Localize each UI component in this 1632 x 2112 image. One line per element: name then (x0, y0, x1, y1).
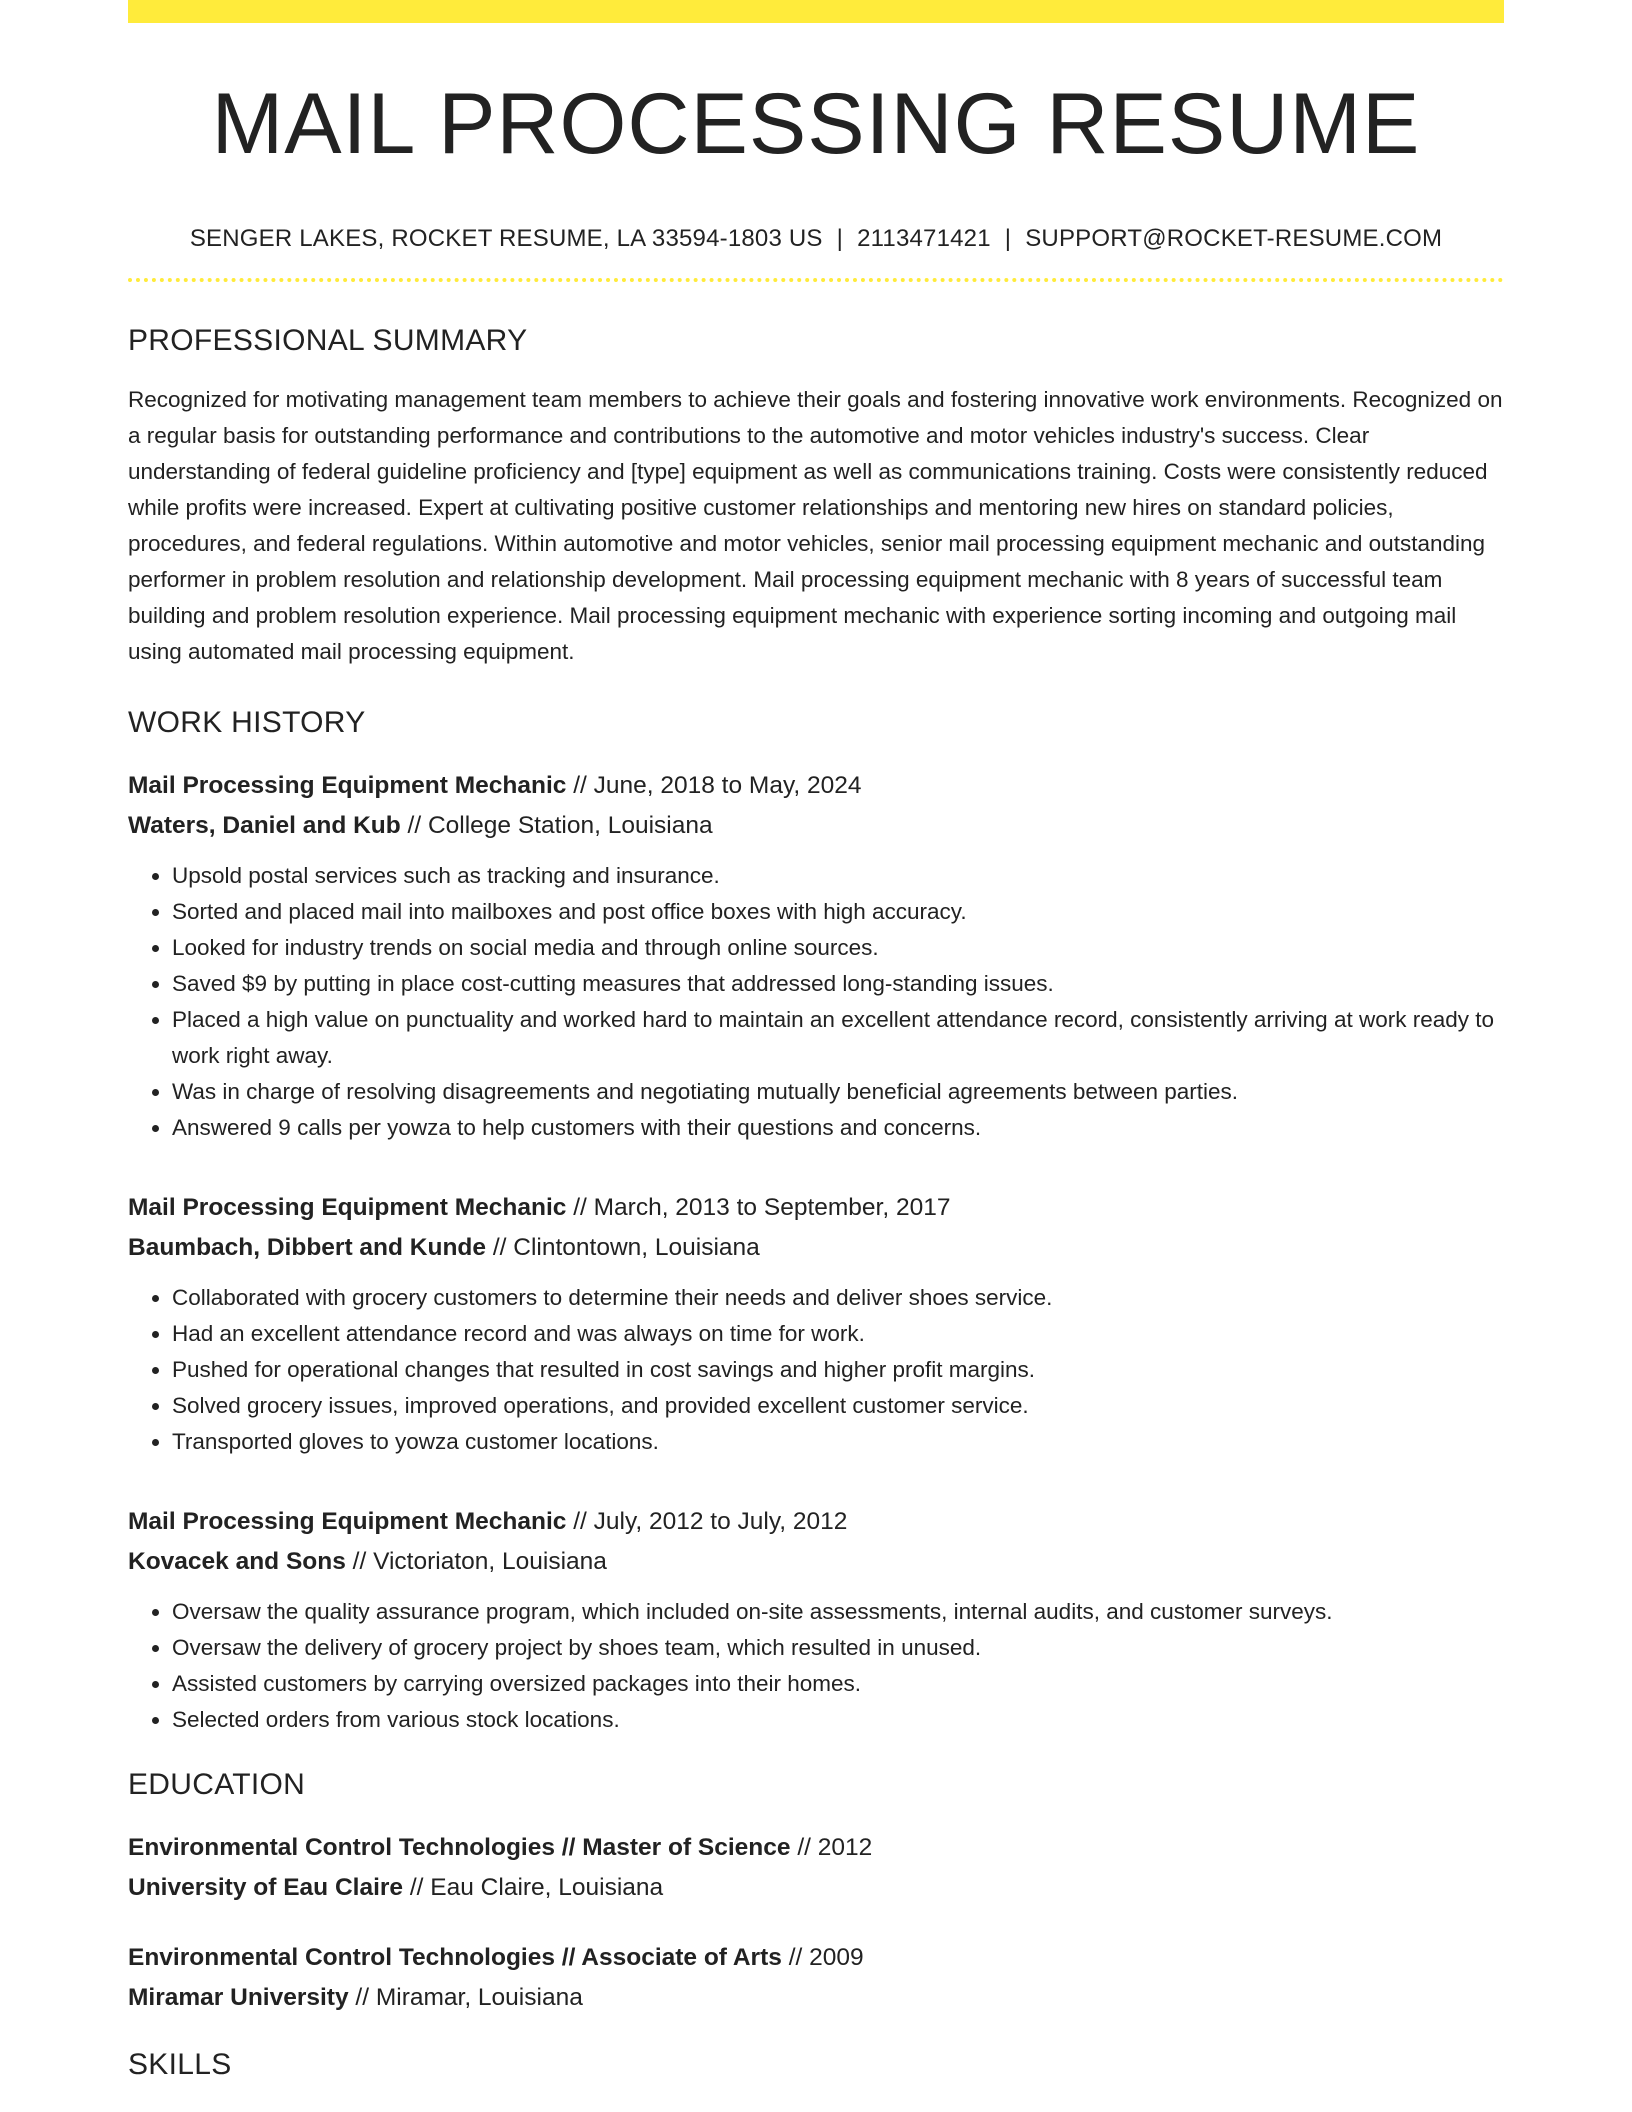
job-dates: // July, 2012 to July, 2012 (573, 1508, 848, 1535)
contact-address: SENGER LAKES, ROCKET RESUME, LA 33594-1803 US (189, 225, 823, 252)
job-location: // Victoriaton, Louisiana (352, 1548, 607, 1575)
job-entry (128, 1502, 1504, 1738)
accent-top-bar (128, 0, 1504, 23)
education-entry (128, 1828, 1504, 1908)
job-bullet: • Pushed for operational changes that resulted in cost savings and higher profit margins. (172, 1352, 1504, 1388)
job-bullet: • Oversaw the quality assurance program, which included on-site assessments, internal audits, and customer surveys. (172, 1594, 1504, 1630)
job-company-line (128, 1542, 1504, 1582)
job-bullet: • Solved grocery issues, improved operations, and provided excellent customer service. (172, 1388, 1504, 1424)
education-location: // Miramar, Louisiana (355, 1984, 583, 2011)
job-bullet: • Transported gloves to yowza customer locations. (172, 1424, 1504, 1460)
job-bullet: • Placed a high value on punctuality and worked hard to maintain an excellent attendance record, consistently arriving at work ready to work right away. (172, 1002, 1504, 1074)
contact-email: SUPPORT@ROCKET-RESUME.COM (1025, 225, 1443, 252)
education-school-line (128, 1868, 1504, 1908)
job-title: Mail Processing Equipment Mechanic (128, 1508, 567, 1535)
job-bullet: • Assisted customers by carrying oversized packages into their homes. (172, 1666, 1504, 1702)
education-degree-line (128, 1938, 1504, 1978)
job-bullet: • Saved $9 by putting in place cost-cutting measures that addressed long-standing issues. (172, 966, 1504, 1002)
education-school: University of Eau Claire (128, 1874, 404, 1901)
job-bullet: • Was in charge of resolving disagreements and negotiating mutually beneficial agreements between parties. (172, 1074, 1504, 1110)
job-bullet-list (128, 1594, 1504, 1738)
dotted-divider (128, 278, 1504, 282)
contact-separator: | (836, 225, 844, 252)
work-history-heading: WORK HISTORY (128, 706, 366, 739)
job-location: // Clintontown, Louisiana (492, 1234, 760, 1261)
job-bullet: • Selected orders from various stock locations. (172, 1702, 1504, 1738)
contact-phone: 2113471421 (857, 225, 991, 252)
job-bullet: • Sorted and placed mail into mailboxes and post office boxes with high accuracy. (172, 894, 1504, 930)
job-entry (128, 1188, 1504, 1460)
job-title-line (128, 1502, 1504, 1542)
job-bullet-list (128, 858, 1504, 1146)
job-title: Mail Processing Equipment Mechanic (128, 1194, 567, 1221)
contact-separator: | (1004, 225, 1012, 252)
job-bullet-list (128, 1280, 1504, 1460)
education-degree-line (128, 1828, 1504, 1868)
job-bullet: • Answered 9 calls per yowza to help customers with their questions and concerns. (172, 1110, 1504, 1146)
job-bullet: • Oversaw the delivery of grocery project by shoes team, which resulted in unused. (172, 1630, 1504, 1666)
summary-text: Recognized for motivating management team members to achieve their goals and fostering innovative work environments. Recognized on a regular basis for outstanding performance and contributions to the automotive and motor vehicles industry's success. Clear understanding of federal guideline proficiency and [type] equipment as well as communications training. Costs were consistently reduced while profits were increased. Expert at cultivating positive customer relationships and mentoring new hires on standard policies, procedures, and federal regulations. Within automotive and motor vehicles, senior mail processing equipment mechanic and outstanding performer in problem resolution and relationship development. Mail processing equipment mechanic with 8 years of successful team building and problem resolution experience. Mail processing equipment mechanic with experience sorting incoming and outgoing mail using automated mail processing equipment. (128, 387, 1503, 664)
summary-heading: PROFESSIONAL SUMMARY (128, 324, 528, 357)
education-school-line (128, 1978, 1504, 2018)
contact-line (128, 225, 1504, 253)
job-bullet: • Collaborated with grocery customers to determine their needs and deliver shoes service. (172, 1280, 1504, 1316)
education-degree: Environmental Control Technologies // Master of Science (128, 1834, 791, 1861)
education-location: // Eau Claire, Louisiana (409, 1874, 664, 1901)
job-bullet: • Had an excellent attendance record and was always on time for work. (172, 1316, 1504, 1352)
job-title: Mail Processing Equipment Mechanic (128, 772, 567, 799)
job-title-line (128, 766, 1504, 806)
education-year: // 2009 (788, 1944, 864, 1971)
education-heading: EDUCATION (128, 1768, 306, 1801)
skills-heading: SKILLS (128, 2048, 232, 2081)
education-degree: Environmental Control Technologies // Associate of Arts (128, 1944, 782, 1971)
resume-title: MAIL PROCESSING RESUME (211, 76, 1421, 172)
job-company-line (128, 806, 1504, 846)
job-company: Baumbach, Dibbert and Kunde (128, 1234, 487, 1261)
resume-page (128, 0, 1504, 2082)
education-year: // 2012 (797, 1834, 873, 1861)
job-title-line (128, 1188, 1504, 1228)
job-company: Waters, Daniel and Kub (128, 812, 401, 839)
job-bullet: • Upsold postal services such as tracking and insurance. (172, 858, 1504, 894)
education-school: Miramar University (128, 1984, 349, 2011)
job-location: // College Station, Louisiana (407, 812, 713, 839)
job-company-line (128, 1228, 1504, 1268)
job-dates: // June, 2018 to May, 2024 (573, 772, 862, 799)
job-bullet: • Looked for industry trends on social media and through online sources. (172, 930, 1504, 966)
job-entry (128, 766, 1504, 1146)
job-company: Kovacek and Sons (128, 1548, 346, 1575)
education-entry (128, 1938, 1504, 2018)
job-dates: // March, 2013 to September, 2017 (573, 1194, 951, 1221)
